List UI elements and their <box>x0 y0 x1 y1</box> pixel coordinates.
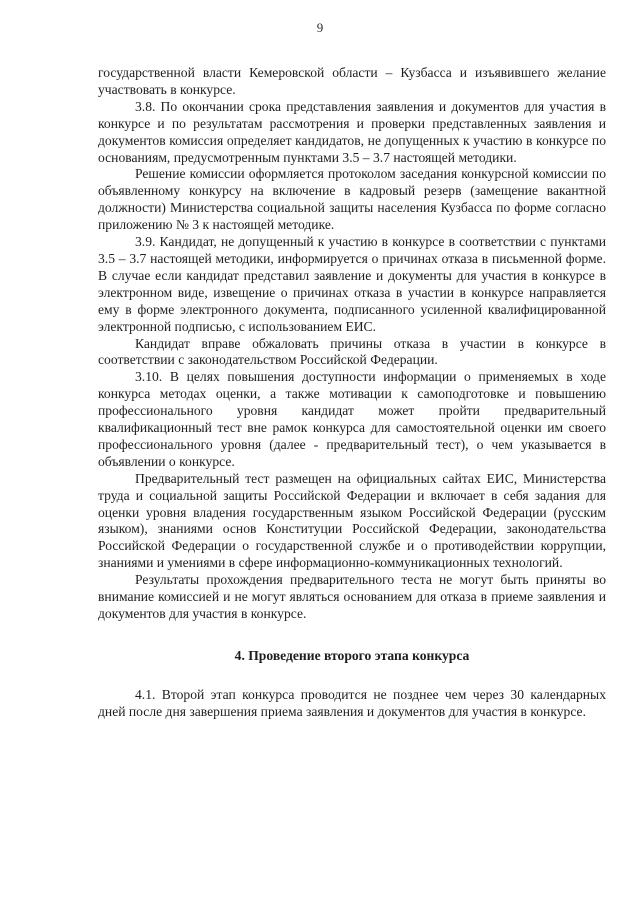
paragraph-4-1: 4.1. Второй этап конкурса проводится не позднее чем через 30 календарных дней после дня завершения приема заявления и документов для участия в конкурсе. <box>98 686 606 719</box>
paragraph-test-results: Результаты прохождения предварительного теста не могут быть приняты во внимание комиссией и не могут являться основанием для отказа в приеме заявления и документов для участия в конкурсе. <box>98 572 606 621</box>
paragraph-continuation: государственной власти Кемеровской области – Кузбасса и изъявившего желание участвовать в конкурсе. <box>98 65 606 97</box>
paragraph-3-8: 3.8. По окончании срока представления заявления и документов для участия в конкурсе и по результатам рассмотрения и проверки представленных заявления и документов комиссия определяет кандидатов, не допущенных к участию в конкурсе по основаниям, предусмотренным пунктами 3.5 – 3.7 настоящей методики. <box>98 98 606 165</box>
page-number: 9 <box>316 20 324 35</box>
document-body <box>98 65 606 721</box>
paragraph-commission-decision: Решение комиссии оформляется протоколом заседания конкурсной комиссии по объявленному конкурсу на включение в кадровый резерв (замещение вакантной должности) Министерства социальной защиты населения Кузбасса по форме согласно приложению № 3 к настоящей методике. <box>98 166 606 233</box>
paragraph-preliminary-test: Предварительный тест размещен на официальных сайтах ЕИС, Министерства труда и социальной защиты Российской Федерации и включает в себя задания для оценки уровня владения государственным языком Российской Федерации (русским языком), знаниями основ Конституции Российской Федерации, законодательства Российской Федерации о государственной службе и о противодействии коррупции, знаниями и умениями в сфере информационно-коммуникационных технологий. <box>98 470 606 571</box>
paragraph-3-10: 3.10. В целях повышения доступности информации о применяемых в ходе конкурса методах оценки, а также мотивации к самоподготовке и повышению профессионального уровня кандидат может пройти предварительный квалификационный тест вне рамок конкурса для самостоятельной оценки им своего профессионального уровня (далее - предварительный тест), о чем указывается в объявлении о конкурсе. <box>98 369 606 469</box>
paragraph-3-9: 3.9. Кандидат, не допущенный к участию в конкурсе в соответствии с пунктами 3.5 – 3.7 настоящей методики, информируется о причинах отказа в письменной форме. В случае если кандидат представил заявление и документы для участия в конкурсе в электронном виде, извещение о причинах отказа в участии в конкурсе направляется ему в форме электронного документа, подписанного усиленной квалифицированной электронной подписью, с использованием ЕИС. <box>98 234 606 334</box>
section-heading: 4. Проведение второго этапа конкурса <box>234 647 470 663</box>
paragraph-appeal: Кандидат вправе обжаловать причины отказа в участии в конкурсе в соответствии с законодательством Российской Федерации. <box>98 335 606 368</box>
